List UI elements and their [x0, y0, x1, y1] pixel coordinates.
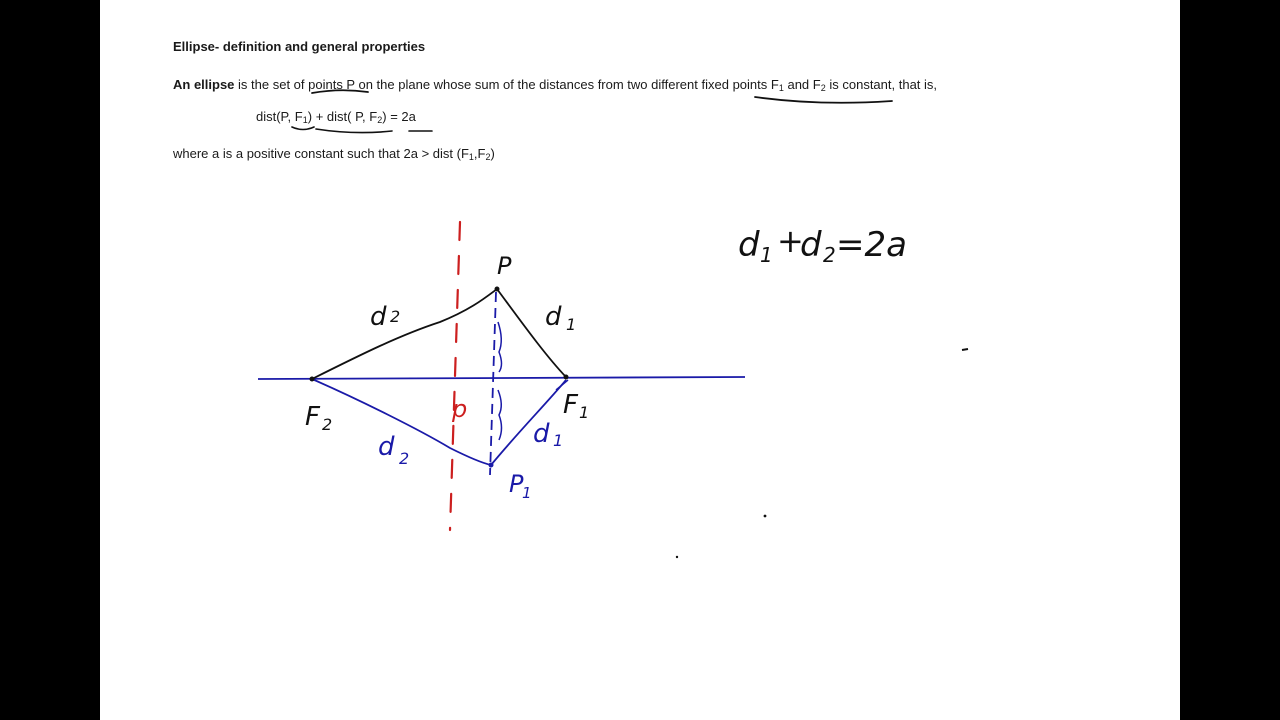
label-f2: F [305, 402, 320, 432]
brace-lower [498, 390, 502, 440]
blue-focal-axis [258, 377, 745, 379]
f1-symbol: F [770, 77, 779, 92]
brace-upper [498, 322, 502, 372]
formula-d2: d [800, 225, 822, 265]
label-p: P [497, 252, 512, 280]
label-d1-bottom: d [533, 419, 550, 449]
tick-mark-f1 [556, 380, 568, 390]
equation-start: dist(P, [256, 109, 295, 124]
label-p1-sub: 1 [522, 484, 532, 502]
and-text: and [783, 77, 813, 92]
equation-mid: ) + dist( P, F [307, 109, 378, 124]
label-d2-top-sub: 2 [390, 307, 401, 326]
point-f1 [564, 375, 569, 380]
underline-dist [316, 129, 392, 133]
definition-text-2: on the plane whose sum of the distances from two different [354, 77, 702, 92]
condition-sub-2: 2 [485, 152, 491, 162]
equation-end: ) = 2a [382, 109, 416, 124]
formula-d1-sub: 1 [760, 243, 773, 267]
points-p-text: points P [308, 77, 355, 92]
red-dashed-axis [450, 222, 460, 530]
formula-rhs: =2a [836, 225, 907, 265]
underline-f1 [292, 127, 314, 130]
label-d2-top: d [370, 302, 387, 332]
point-p [495, 287, 500, 292]
stray-dot-1 [764, 515, 767, 518]
equation-f1-sub: 1 [302, 115, 308, 125]
page-title: Ellipse- definition and general properties [173, 39, 426, 54]
condition-start: where a is a positive constant such that 2a > dist (F [173, 146, 469, 161]
term-ellipse: An ellipse [173, 77, 235, 92]
label-d2-bottom-sub: 2 [399, 449, 410, 468]
label-f1-sub: 1 [579, 403, 590, 422]
label-f2-sub: 2 [322, 415, 333, 434]
blue-dashed-p-p1 [490, 292, 496, 475]
formula-plus: + [777, 222, 804, 260]
f1-subscript: 1 [778, 83, 784, 93]
point-f2 [310, 377, 315, 382]
stray-dot-2 [676, 556, 678, 558]
segment-p1-f1 [491, 380, 566, 465]
formula-d2-sub: 2 [823, 243, 836, 267]
condition-comma: ,F [473, 146, 486, 161]
label-p-red: p [452, 395, 468, 423]
equation-f2-sub: 2 [377, 115, 383, 125]
point-p1 [489, 463, 494, 468]
label-d1-bottom-sub: 1 [553, 431, 564, 450]
segment-f2-p [312, 289, 497, 379]
stray-mark-1 [962, 349, 968, 350]
underline-points-p [312, 90, 368, 93]
f2-symbol: F [812, 77, 821, 92]
definition-text-3: is constant, that is, [825, 77, 938, 92]
label-p1: P [509, 470, 524, 498]
underline-fixed-points [755, 97, 892, 103]
equation-f1: F [294, 109, 303, 124]
label-d1-top-sub: 1 [566, 315, 577, 334]
label-f1: F [563, 390, 578, 420]
label-d1-top: d [545, 302, 562, 332]
condition-sub-1: 1 [468, 152, 474, 162]
label-d2-bottom: d [378, 432, 395, 462]
definition-text-1: is the set of [234, 77, 309, 92]
fixed-points-text: fixed points [701, 77, 768, 92]
condition-end: ) [490, 146, 495, 161]
f2-subscript: 2 [820, 83, 826, 93]
formula-d1: d [738, 225, 760, 265]
